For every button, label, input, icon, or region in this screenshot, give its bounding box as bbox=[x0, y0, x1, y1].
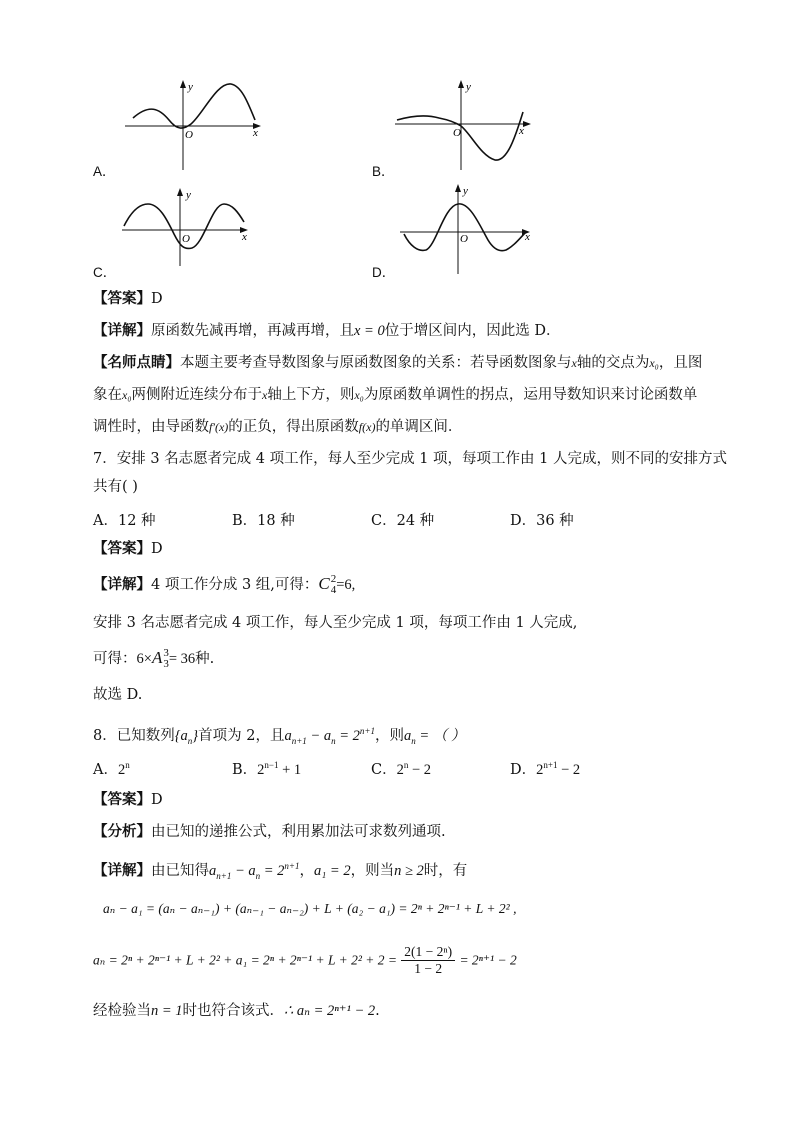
fraction-numerator: 2(1 − 2ⁿ) bbox=[401, 944, 455, 961]
final-math: n = 1 bbox=[151, 1003, 183, 1019]
y-axis-label: y bbox=[463, 185, 468, 197]
detail-math: n ≥ 2 bbox=[394, 862, 424, 879]
origin-label: O bbox=[453, 127, 461, 139]
option-label: A． bbox=[93, 762, 118, 778]
option-label: B． bbox=[232, 762, 258, 778]
math-part: a bbox=[284, 727, 292, 744]
detail-text: 时，有 bbox=[423, 862, 468, 879]
x-axis-label: x bbox=[242, 231, 247, 243]
math-part: = 2 bbox=[335, 727, 360, 744]
detail-tag: 【详解】 bbox=[93, 576, 151, 593]
q8-stem-line bbox=[93, 721, 465, 751]
comment-text: 的正负，得出原函数 bbox=[228, 419, 359, 435]
detail-text: ，则当 bbox=[350, 862, 395, 879]
detail-tag: 【详解】 bbox=[93, 861, 151, 879]
comment-text: 为原函数单调性的拐点，运用导数知识来讨论函数单 bbox=[363, 387, 698, 403]
math-part: = （ ） bbox=[415, 727, 466, 744]
q6-detail-line bbox=[93, 321, 560, 341]
option-math: − 2 bbox=[557, 762, 581, 778]
answer-tag: 【答案】 bbox=[93, 290, 151, 307]
equation-right: = 2ⁿ⁺¹ − 2 bbox=[459, 952, 517, 968]
math-sub: n+1 bbox=[291, 735, 307, 746]
option-math: 2 bbox=[257, 762, 265, 778]
comment-math: x bbox=[262, 388, 268, 402]
origin-label: O bbox=[460, 233, 468, 245]
answer-tag: 【答案】 bbox=[93, 791, 151, 808]
q8-option-a bbox=[93, 758, 130, 779]
math-sub: n bbox=[411, 735, 416, 746]
math-part: − a bbox=[231, 862, 256, 879]
q7-option-a: A．12 种 bbox=[93, 513, 156, 529]
math-sub: n bbox=[331, 735, 336, 746]
option-math: + 1 bbox=[278, 762, 302, 778]
comment-text: 两侧附近连续分布于 bbox=[131, 387, 262, 403]
comment-math: x₀ bbox=[354, 388, 364, 402]
stem-math bbox=[175, 728, 198, 744]
math-part: a bbox=[403, 727, 412, 744]
math-sub: n bbox=[187, 735, 193, 746]
comment-text: 的单调区间． bbox=[375, 419, 463, 435]
final-text: 时也符合该式． bbox=[182, 1003, 285, 1019]
q7-detail-line-4: 故选 D. bbox=[93, 687, 143, 703]
math-sub: n bbox=[255, 870, 261, 881]
option-math: − 2 bbox=[408, 762, 432, 778]
detail-text: 由已知得 bbox=[151, 862, 209, 879]
q8-option-b bbox=[232, 758, 301, 779]
combination-symbol: C bbox=[318, 574, 330, 593]
analysis-tag: 【分析】 bbox=[93, 823, 151, 840]
option-label: C． bbox=[371, 762, 397, 778]
graph-a bbox=[125, 78, 265, 170]
detail-tag: 【详解】 bbox=[93, 322, 151, 339]
q8-final-line bbox=[93, 1001, 380, 1021]
arrangement-sub: 3 bbox=[163, 658, 169, 670]
arrangement-symbol: A bbox=[151, 648, 163, 667]
q6-comment-line-1 bbox=[93, 353, 702, 373]
detail-math bbox=[209, 863, 300, 879]
x-axis-label: x bbox=[525, 231, 530, 243]
detail-text: 种. bbox=[195, 651, 215, 667]
math-part: {a bbox=[174, 727, 188, 744]
comment-text: 轴的交点为 bbox=[576, 355, 650, 371]
final-math: ∴ aₙ = 2ⁿ⁺¹ − 2 bbox=[284, 1003, 376, 1019]
detail-text: 4 项工作分成 3 组,可得： bbox=[151, 577, 319, 593]
q7-stem-line-1: 7．安排 3 名志愿者完成 4 项工作，每人至少完成 1 项，每项工作由 1 人完成，则不同的安排方式 bbox=[93, 451, 727, 467]
comment-text: 象在 bbox=[93, 387, 122, 403]
graph-d-label: D． bbox=[372, 265, 396, 280]
q6-answer-line bbox=[93, 289, 163, 309]
q8-option-c bbox=[371, 758, 431, 779]
equation-fraction bbox=[401, 944, 455, 977]
graph-d bbox=[400, 182, 540, 274]
detail-math: 6× bbox=[136, 651, 152, 667]
math-part: − a bbox=[306, 727, 332, 744]
comment-math: x bbox=[571, 356, 577, 370]
comment-text: 调性时，由导函数 bbox=[93, 419, 209, 435]
option-math: 2 bbox=[396, 762, 404, 778]
x-axis-label: x bbox=[253, 127, 258, 139]
answer-value: D bbox=[151, 792, 163, 808]
comment-text: 轴上下方，则 bbox=[267, 387, 355, 403]
q6-comment-line-2 bbox=[93, 385, 697, 405]
option-sup: n−1 bbox=[264, 760, 279, 771]
answer-value: D bbox=[151, 291, 163, 307]
analysis-text: 由已知的递推公式，利用累加法可求数列通项. bbox=[151, 824, 446, 840]
y-axis-label: y bbox=[186, 189, 191, 201]
q7-option-d: D．36 种 bbox=[510, 513, 574, 529]
stem-text: 首项为 2，且 bbox=[198, 727, 285, 744]
comment-text: 本题主要考查导数图象与原函数图象的关系：若导函数图象与 bbox=[180, 355, 572, 371]
comment-math: f′(x) bbox=[209, 420, 229, 434]
stem-math bbox=[404, 728, 465, 744]
math-part: = 2 bbox=[260, 862, 285, 879]
option-label: D． bbox=[510, 762, 537, 778]
comment-math: x₀ bbox=[122, 388, 132, 402]
combination-sup: 2 bbox=[330, 573, 337, 585]
detail-text: 可得： bbox=[93, 651, 137, 667]
y-axis-label: y bbox=[188, 81, 193, 93]
stem-math bbox=[284, 728, 375, 744]
comment-text: ，且图 bbox=[658, 355, 703, 371]
equation-left: aₙ = 2ⁿ + 2ⁿ⁻¹ + L + 2² + a₁ = 2ⁿ + 2ⁿ⁻¹ + L + 2² + 2 = bbox=[93, 952, 397, 968]
x-axis-label: x bbox=[519, 125, 524, 137]
q8-analysis-line bbox=[93, 822, 446, 842]
q7-detail-line-3 bbox=[93, 648, 214, 670]
option-math: 2 bbox=[117, 762, 126, 778]
final-text: . bbox=[375, 1003, 380, 1019]
detail-math: =6, bbox=[336, 577, 356, 593]
option-sup: n bbox=[125, 760, 130, 771]
q7-option-b: B．18 种 bbox=[232, 513, 295, 529]
answer-value: D bbox=[151, 541, 163, 557]
comment-math: f(x) bbox=[358, 420, 376, 434]
origin-label: O bbox=[182, 233, 190, 245]
q7-detail-line-1 bbox=[93, 574, 355, 596]
graph-c bbox=[118, 186, 258, 266]
stem-text: 8．已知数列 bbox=[93, 727, 175, 744]
q8-answer-line bbox=[93, 790, 163, 810]
final-text: 经检验当 bbox=[93, 1003, 151, 1019]
origin-label: O bbox=[185, 129, 193, 141]
option-sup: n bbox=[403, 760, 409, 771]
fraction-denominator: 1 − 2 bbox=[414, 961, 443, 976]
detail-math: = 36 bbox=[168, 651, 196, 667]
stem-text: ，则 bbox=[374, 727, 404, 744]
comment-math: x₀ bbox=[649, 356, 659, 370]
q7-stem-line-2: 共有( ) bbox=[93, 479, 138, 495]
graph-b bbox=[395, 78, 535, 170]
q7-answer-line bbox=[93, 539, 163, 559]
graph-a-label: A． bbox=[93, 164, 116, 179]
option-math: 2 bbox=[536, 762, 544, 778]
detail-math: x = 0 bbox=[354, 323, 385, 339]
graph-b-label: B． bbox=[372, 164, 395, 179]
option-sup: n+1 bbox=[543, 760, 558, 771]
detail-text: 原函数先减再增，再减再增，且 bbox=[151, 323, 354, 339]
math-part: a bbox=[209, 862, 217, 879]
q8-equation-1: aₙ − a₁ = (aₙ − aₙ₋₁) + (aₙ₋₁ − aₙ₋₂) + L + (a₂ − a₁) = 2ⁿ + 2ⁿ⁻¹ + L + 2² , bbox=[103, 901, 517, 916]
q6-comment-line-3 bbox=[93, 417, 462, 437]
math-part: } bbox=[192, 727, 199, 744]
detail-math: a₁ = 2 bbox=[314, 862, 351, 879]
graph-c-label: C． bbox=[93, 265, 117, 280]
math-sub: n+1 bbox=[216, 870, 232, 881]
y-axis-label: y bbox=[466, 81, 471, 93]
math-sup: n+1 bbox=[284, 861, 300, 871]
detail-text: 位于增区间内，因此选 D． bbox=[384, 323, 561, 339]
q8-option-d bbox=[510, 758, 580, 779]
math-sup: n+1 bbox=[359, 726, 375, 736]
q7-option-c: C．24 种 bbox=[371, 513, 435, 529]
q8-detail-line-1 bbox=[93, 856, 467, 886]
combination-sub: 4 bbox=[330, 584, 337, 596]
comment-tag: 【名师点睛】 bbox=[93, 354, 180, 371]
arrangement-sup: 3 bbox=[163, 647, 169, 659]
q8-equation-2 bbox=[93, 944, 517, 986]
answer-tag: 【答案】 bbox=[93, 540, 151, 557]
detail-text: ， bbox=[299, 862, 314, 879]
q7-detail-line-2: 安排 3 名志愿者完成 4 项工作，每人至少完成 1 项，每项工作由 1 人完成, bbox=[93, 615, 578, 631]
